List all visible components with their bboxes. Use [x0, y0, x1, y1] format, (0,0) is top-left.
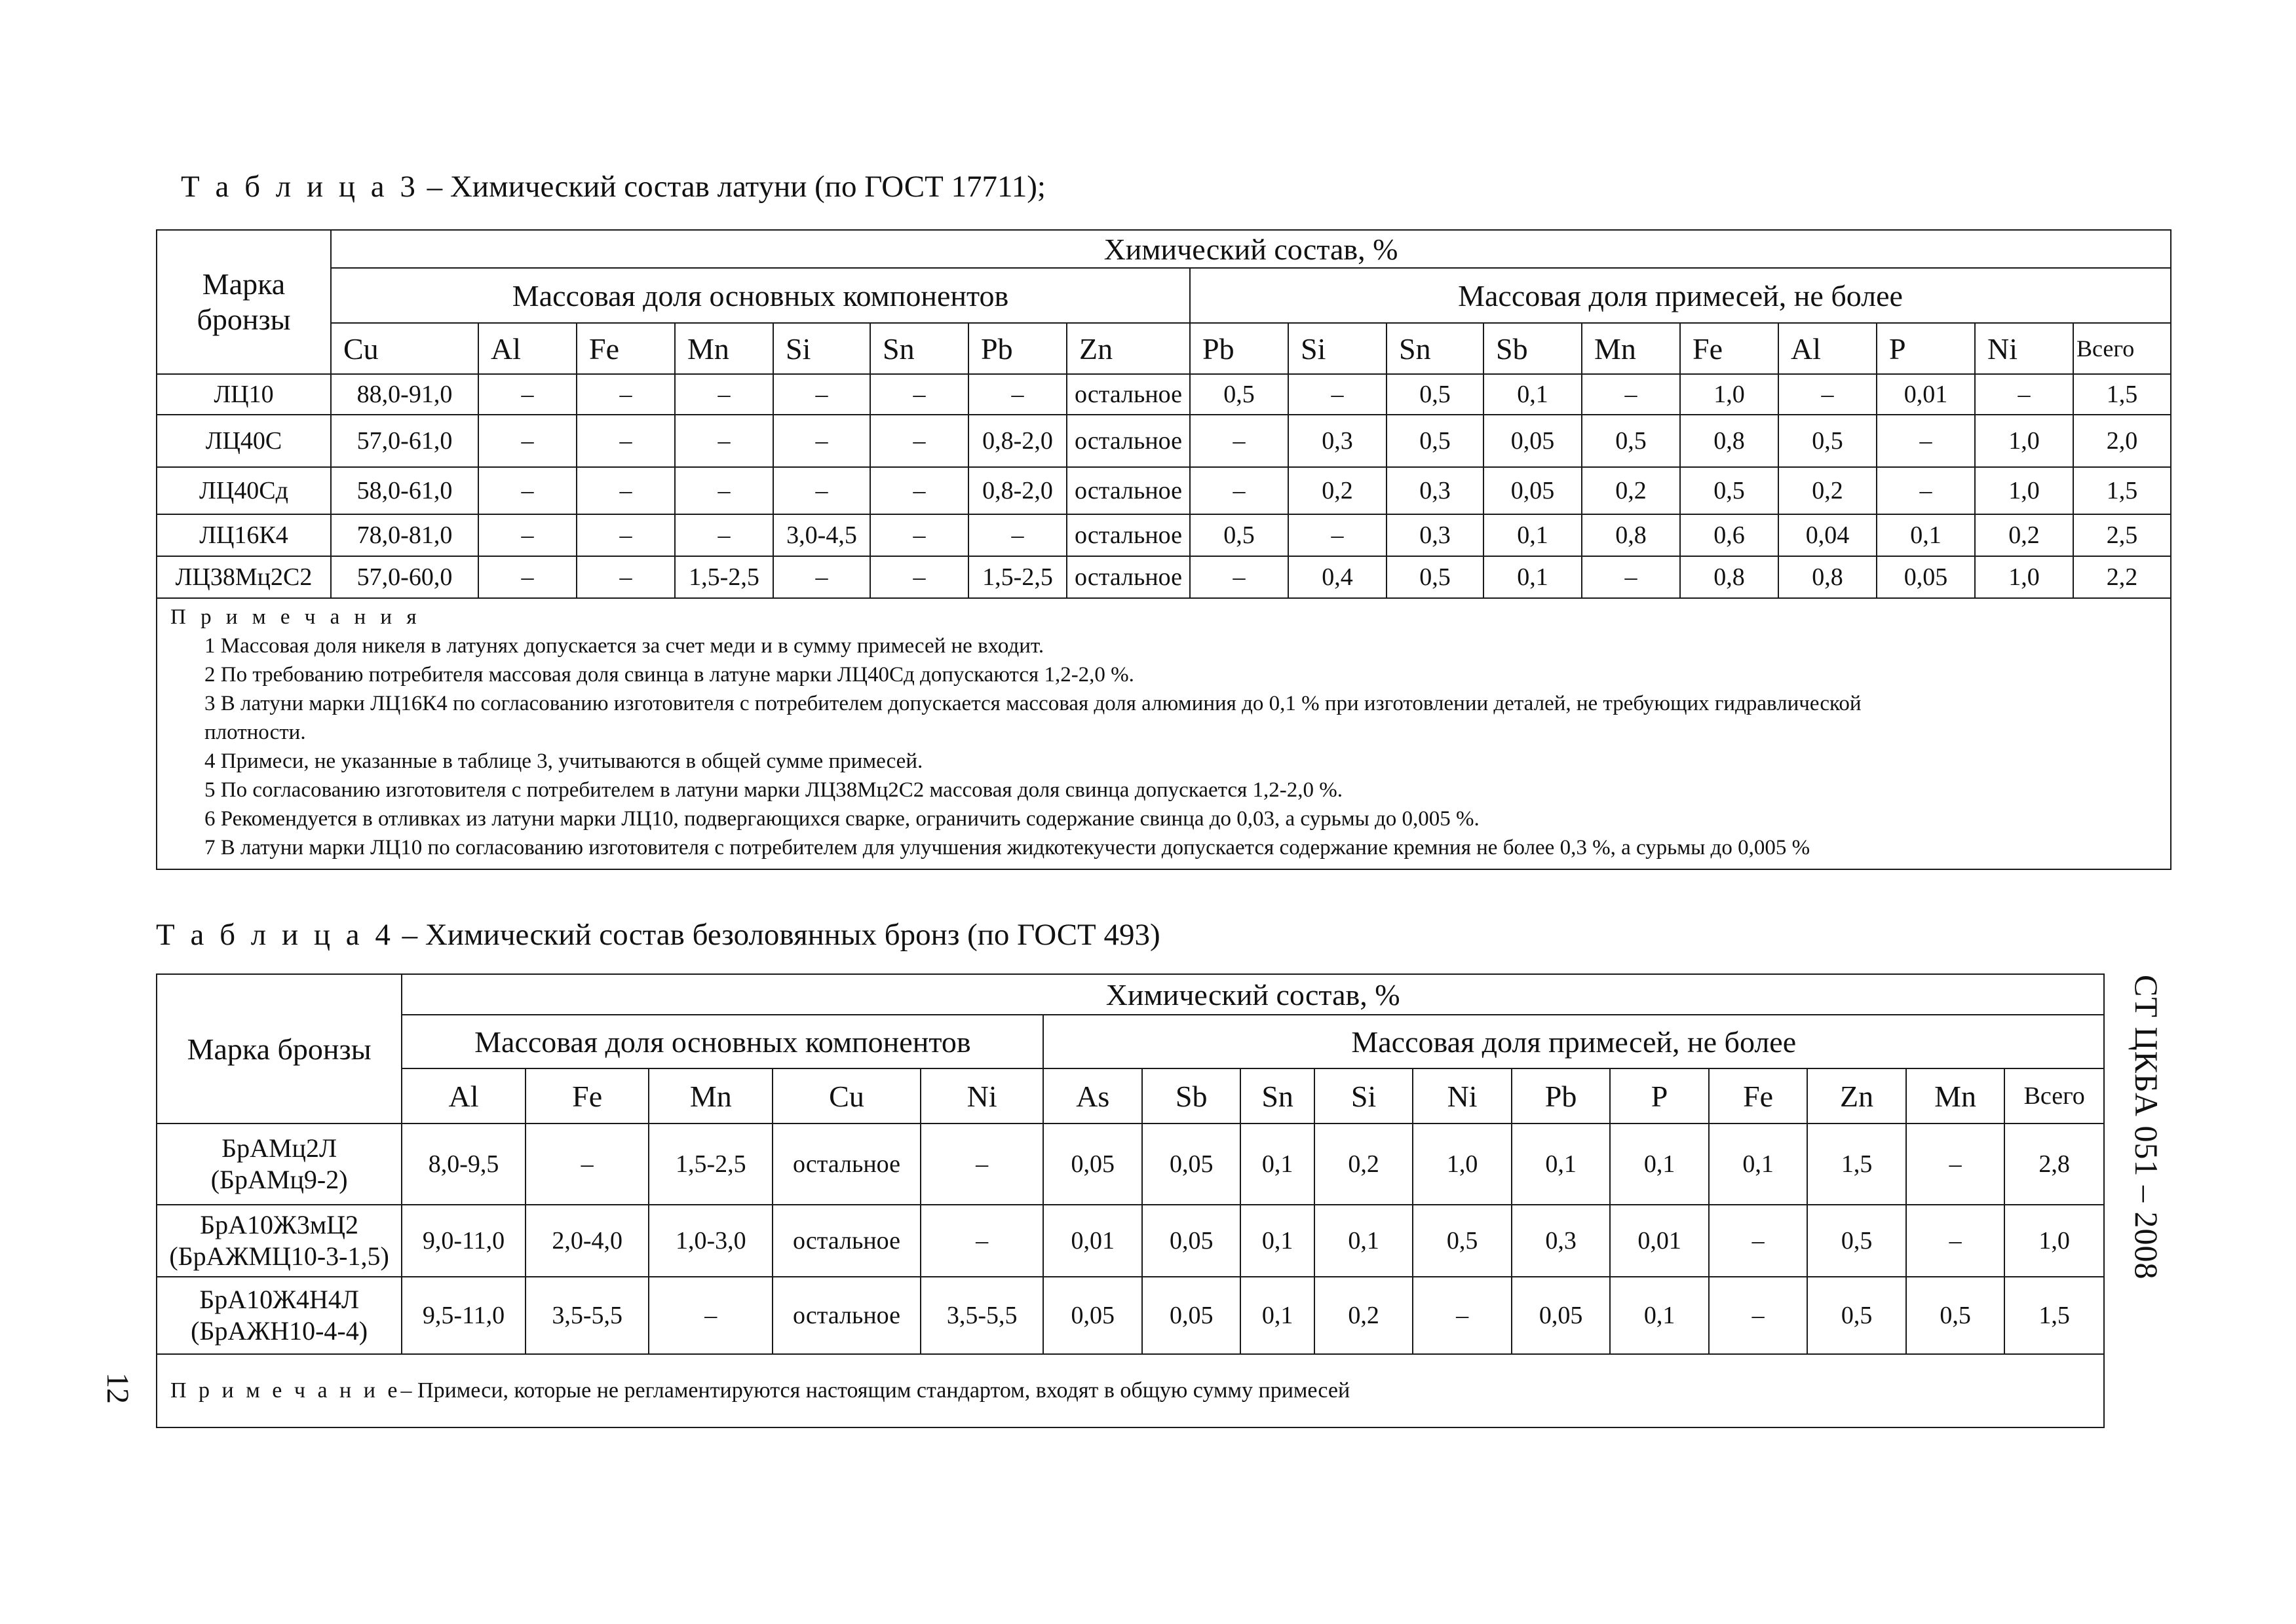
t3-col-imp-2: Sn — [1387, 323, 1483, 374]
t4-cell: 3,5-5,5 — [526, 1277, 649, 1354]
t3-note-7: 6 Рекомендуется в отливках из латуни марки ЛЦ10, подвергающихся сварке, ограничить содержание свинца до 0,03, а сурьмы до 0,005 %. — [204, 807, 1480, 831]
t4-cell: – — [526, 1124, 649, 1205]
t4-cell: 3,5-5,5 — [921, 1277, 1044, 1354]
t3-cell: 0,5 — [1778, 415, 1877, 467]
t3-cell: 0,2 — [1778, 467, 1877, 514]
t3-row-mark: ЛЦ10 — [157, 374, 331, 415]
t4-cell: – — [1709, 1277, 1808, 1354]
t3-cell: – — [675, 374, 773, 415]
t3-cell: – — [870, 415, 968, 467]
t3-cell: – — [870, 556, 968, 598]
t3-col-imp-7: P — [1877, 323, 1975, 374]
t4-cell: остальное — [773, 1205, 921, 1277]
t3-cell: 3,0-4,5 — [773, 514, 870, 556]
t3-cell: 0,4 — [1288, 556, 1387, 598]
t3-cell: 0,5 — [1680, 467, 1778, 514]
t3-cell: – — [1877, 467, 1975, 514]
t4-row — [157, 1205, 2104, 1277]
t3-col-main-5: Sn — [870, 323, 968, 374]
t3-col-imp-9: Всего — [2073, 323, 2171, 374]
t4-cell: 0,05 — [1142, 1277, 1241, 1354]
t3-cell: 0,1 — [1483, 374, 1582, 415]
t3-cell: 0,5 — [1190, 374, 1288, 415]
t3-row-mark: ЛЦ16К4 — [157, 514, 331, 556]
t3-cell: – — [675, 467, 773, 514]
t3-cell: 0,3 — [1387, 467, 1483, 514]
t3-cell: остальное — [1067, 467, 1190, 514]
t4-cell: 8,0-9,5 — [402, 1124, 526, 1205]
t3-cell: – — [577, 556, 675, 598]
t3-row-mark: ЛЦ38Мц2С2 — [157, 556, 331, 598]
t3-col-main-6: Pb — [968, 323, 1067, 374]
t4-row — [157, 1277, 2104, 1354]
t3-cell: 58,0-61,0 — [331, 467, 478, 514]
t3-cell: 0,3 — [1387, 514, 1483, 556]
t3-row — [157, 374, 2171, 415]
t3-impurity-header: Массовая доля примесей, не более — [1190, 268, 2171, 323]
t4-cell: 1,0 — [2004, 1205, 2104, 1277]
t3-cell: 0,5 — [1387, 415, 1483, 467]
t4-row-mark-name: БрА10Ж3мЦ2 — [200, 1210, 359, 1239]
t4-row — [157, 1124, 2104, 1205]
t3-cell: 0,5 — [1190, 514, 1288, 556]
t3-cell: – — [1190, 556, 1288, 598]
t3-cell: 0,8 — [1680, 556, 1778, 598]
t3-cell: 0,8 — [1582, 514, 1680, 556]
table4-caption-label: Т а б л и ц а 4 — [156, 918, 394, 952]
t4-cell: 0,01 — [1043, 1205, 1142, 1277]
t3-cell: – — [478, 556, 577, 598]
t4-row-mark-alt: (БрАМц9-2) — [210, 1165, 348, 1194]
t3-cell: 0,05 — [1483, 467, 1582, 514]
t3-cell: 0,5 — [1387, 374, 1483, 415]
t3-cell: 2,2 — [2073, 556, 2171, 598]
t4-cell: 1,5 — [1807, 1124, 1906, 1205]
t3-cell: 0,8 — [1680, 415, 1778, 467]
t3-row — [157, 415, 2171, 467]
t4-cell: 1,0-3,0 — [649, 1205, 773, 1277]
t3-cell: – — [968, 514, 1067, 556]
t3-note-4: плотности. — [204, 721, 306, 744]
t3-cell: 1,5 — [2073, 374, 2171, 415]
t3-row-mark: ЛЦ40С — [157, 415, 331, 467]
t3-col-main-4: Si — [773, 323, 870, 374]
table4-bronze-composition — [156, 973, 2105, 1428]
t3-cell: 0,8 — [1778, 556, 1877, 598]
t4-cell: 0,3 — [1512, 1205, 1611, 1277]
t4-row-mark-name: БрА10Ж4Н4Л — [199, 1285, 359, 1314]
table4-caption — [156, 917, 1160, 953]
t3-cell: 0,8-2,0 — [968, 415, 1067, 467]
t3-cell: – — [675, 514, 773, 556]
t3-cell: 0,01 — [1877, 374, 1975, 415]
t3-cell: – — [1582, 374, 1680, 415]
t4-row-mark — [157, 1277, 402, 1354]
t4-cell: 0,1 — [1240, 1124, 1314, 1205]
t3-cell: – — [478, 514, 577, 556]
t3-col-imp-1: Si — [1288, 323, 1387, 374]
t3-cell: 78,0-81,0 — [331, 514, 478, 556]
t3-cell: – — [773, 374, 870, 415]
t3-col-main-2: Fe — [577, 323, 675, 374]
t3-col-main-1: Al — [478, 323, 577, 374]
t4-col-imp-2: Sn — [1240, 1068, 1314, 1124]
t3-cell: – — [1582, 556, 1680, 598]
table3-caption-label: Т а б л и ц а 3 — [181, 170, 419, 204]
t3-cell: – — [1975, 374, 2073, 415]
t4-col-main-2: Mn — [649, 1068, 773, 1124]
t4-cell: – — [1709, 1205, 1808, 1277]
t3-cell: – — [478, 374, 577, 415]
t4-cell: 0,5 — [1906, 1277, 2005, 1354]
t3-col-imp-6: Al — [1778, 323, 1877, 374]
t3-cell: остальное — [1067, 374, 1190, 415]
t3-cell: 1,5-2,5 — [675, 556, 773, 598]
t4-col-imp-5: Pb — [1512, 1068, 1611, 1124]
t4-col-imp-7: Fe — [1709, 1068, 1808, 1124]
t3-notes-title: П р и м е ч а н и я — [170, 605, 421, 629]
t3-cell: 1,0 — [1975, 415, 2073, 467]
t3-cell: 1,5 — [2073, 467, 2171, 514]
t3-cell: – — [1190, 467, 1288, 514]
t4-col-imp-9: Mn — [1906, 1068, 2005, 1124]
page-number: 12 — [100, 1372, 135, 1404]
t4-row-mark — [157, 1205, 402, 1277]
t3-note-6: 5 По согласованию изготовителя с потребителем в латуни марки ЛЦ38Мц2С2 массовая доля свинца допускается 1,2-2,0 %. — [204, 778, 1343, 802]
t3-cell: 57,0-61,0 — [331, 415, 478, 467]
table3-caption-text: – Химический состав латуни (по ГОСТ 17711); — [427, 170, 1046, 204]
t3-cell: – — [577, 467, 675, 514]
t4-cell: – — [1906, 1205, 2005, 1277]
t3-cell: остальное — [1067, 415, 1190, 467]
t3-cell: 0,6 — [1680, 514, 1778, 556]
t3-note-1: 1 Массовая доля никеля в латунях допускается за счет меди и в сумму примесей не входит. — [204, 634, 1044, 658]
t3-col-imp-3: Sb — [1483, 323, 1582, 374]
t3-cell: 0,04 — [1778, 514, 1877, 556]
t4-cell: 1,0 — [1413, 1124, 1512, 1205]
t3-row — [157, 514, 2171, 556]
t3-cell: 0,05 — [1483, 415, 1582, 467]
t3-cell: 0,1 — [1877, 514, 1975, 556]
t3-col-main-3: Mn — [675, 323, 773, 374]
t4-cell: – — [1413, 1277, 1512, 1354]
t3-cell: 0,5 — [1387, 556, 1483, 598]
t3-note-8: 7 В латуни марки ЛЦ10 по согласованию изготовителя с потребителем для улучшения жидкотекучести допускается содержание кремния не более 0,3 %, а сурьмы до 0,005 % — [204, 836, 1810, 859]
t4-cell: 0,05 — [1512, 1277, 1611, 1354]
t3-cell: – — [1288, 514, 1387, 556]
t3-cell: 1,0 — [1680, 374, 1778, 415]
t4-note — [157, 1354, 2104, 1427]
t4-cell: 0,1 — [1314, 1205, 1413, 1277]
t4-cell: 0,1 — [1240, 1205, 1314, 1277]
t4-col-imp-3: Si — [1314, 1068, 1413, 1124]
t4-row-mark-alt: (БрАЖН10-4-4) — [191, 1316, 368, 1346]
t4-cell: 0,05 — [1142, 1205, 1241, 1277]
t3-cell: – — [773, 467, 870, 514]
t3-cell: 0,3 — [1288, 415, 1387, 467]
t3-cell: 57,0-60,0 — [331, 556, 478, 598]
t3-row — [157, 556, 2171, 598]
t4-note-label: П р и м е ч а н и е — [170, 1378, 401, 1403]
t3-cell: – — [577, 415, 675, 467]
t4-cell: 2,8 — [2004, 1124, 2104, 1205]
t4-cell: 1,5-2,5 — [649, 1124, 773, 1205]
t3-cell: – — [478, 415, 577, 467]
t4-col-imp-8: Zn — [1807, 1068, 1906, 1124]
t3-cell: 0,2 — [1288, 467, 1387, 514]
t4-impurity-header: Массовая доля примесей, не более — [1043, 1015, 2104, 1068]
t3-cell: – — [870, 374, 968, 415]
t4-cell: 9,5-11,0 — [402, 1277, 526, 1354]
t4-cell: 0,2 — [1314, 1124, 1413, 1205]
t4-col-imp-10: Всего — [2004, 1068, 2104, 1124]
t3-col-imp-5: Fe — [1680, 323, 1778, 374]
t3-cell: – — [968, 374, 1067, 415]
t3-cell: – — [577, 514, 675, 556]
t3-cell: 1,5-2,5 — [968, 556, 1067, 598]
t4-cell: 0,5 — [1413, 1205, 1512, 1277]
t3-cell: – — [870, 514, 968, 556]
t4-cell: 0,01 — [1610, 1205, 1709, 1277]
t4-row-mark-name: БрАМц2Л — [221, 1133, 337, 1163]
t4-col-main-0: Al — [402, 1068, 526, 1124]
t4-cell: 2,0-4,0 — [526, 1205, 649, 1277]
t4-cell: 0,05 — [1043, 1277, 1142, 1354]
t4-cell: 9,0-11,0 — [402, 1205, 526, 1277]
t3-cell: остальное — [1067, 556, 1190, 598]
t4-cell: 0,05 — [1142, 1124, 1241, 1205]
t3-cell: 2,0 — [2073, 415, 2171, 467]
t3-cell: – — [577, 374, 675, 415]
t4-cell: – — [921, 1124, 1044, 1205]
t3-main-header: Массовая доля основных компонентов — [331, 268, 1190, 323]
t4-col-main-4: Ni — [921, 1068, 1044, 1124]
t3-cell: – — [1877, 415, 1975, 467]
t3-cell: 0,2 — [1582, 467, 1680, 514]
t4-col-imp-0: As — [1043, 1068, 1142, 1124]
t3-cell: 88,0-91,0 — [331, 374, 478, 415]
t3-cell: – — [1190, 415, 1288, 467]
t3-cell: – — [675, 415, 773, 467]
t4-cell: 0,05 — [1043, 1124, 1142, 1205]
t3-cell: 0,05 — [1877, 556, 1975, 598]
t3-cell: 0,1 — [1483, 514, 1582, 556]
table4-caption-text: – Химический состав безоловянных бронз (по ГОСТ 493) — [402, 918, 1160, 952]
t4-cell: 1,5 — [2004, 1277, 2104, 1354]
t4-cell: 0,1 — [1610, 1124, 1709, 1205]
t4-cell: 0,2 — [1314, 1277, 1413, 1354]
t4-cell: – — [649, 1277, 773, 1354]
t4-cell: 0,1 — [1512, 1124, 1611, 1205]
t4-cell: остальное — [773, 1124, 921, 1205]
t4-col-main-1: Fe — [526, 1068, 649, 1124]
t3-cell: 0,8-2,0 — [968, 467, 1067, 514]
t3-col-main-0: Cu — [331, 323, 478, 374]
t4-col-main-3: Cu — [773, 1068, 921, 1124]
t4-cell: 0,1 — [1709, 1124, 1808, 1205]
t3-note-2: 2 По требованию потребителя массовая доля свинца в латуне марки ЛЦ40Сд допускаются 1,2-2,0 %. — [204, 663, 1134, 687]
t3-cell: 0,2 — [1975, 514, 2073, 556]
t4-col-imp-4: Ni — [1413, 1068, 1512, 1124]
t3-cell: – — [1288, 374, 1387, 415]
t3-col-main-7: Zn — [1067, 323, 1190, 374]
t3-notes — [157, 598, 2171, 869]
t4-chem-header: Химический состав, % — [402, 974, 2104, 1015]
t3-row-mark: ЛЦ40Сд — [157, 467, 331, 514]
t4-cell: – — [1906, 1124, 2005, 1205]
t4-cell: 0,1 — [1610, 1277, 1709, 1354]
t3-cell: – — [1778, 374, 1877, 415]
t4-main-header: Массовая доля основных компонентов — [402, 1015, 1043, 1068]
t3-cell: 0,1 — [1483, 556, 1582, 598]
t4-note-text: – Примеси, которые не регламентируются настоящим стандартом, входят в общую сумму примесей — [400, 1378, 1350, 1403]
t3-mark-header: Марка бронзы — [157, 230, 331, 374]
t4-cell: 0,5 — [1807, 1205, 1906, 1277]
table3-brass-composition — [156, 229, 2172, 870]
t3-cell: 1,0 — [1975, 556, 2073, 598]
t4-col-imp-1: Sb — [1142, 1068, 1241, 1124]
t3-chem-header: Химический состав, % — [331, 230, 2171, 268]
t3-note-5: 4 Примеси, не указанные в таблице 3, учитываются в общей сумме примесей. — [204, 749, 923, 773]
t3-note-3: 3 В латуни марки ЛЦ16К4 по согласованию изготовителя с потребителем допускается массовая доля алюминия до 0,1 % при изготовлении деталей, не требующих гидравлической — [204, 692, 1862, 715]
t4-cell: – — [921, 1205, 1044, 1277]
t3-cell: 1,0 — [1975, 467, 2073, 514]
t3-cell: 2,5 — [2073, 514, 2171, 556]
t3-row — [157, 467, 2171, 514]
t3-cell: – — [870, 467, 968, 514]
t4-row-mark — [157, 1124, 402, 1205]
t3-cell: остальное — [1067, 514, 1190, 556]
t3-cell: – — [478, 467, 577, 514]
t4-cell: остальное — [773, 1277, 921, 1354]
document-code: СТ ЦКБА 051 – 2008 — [2128, 975, 2165, 1280]
t4-mark-header: Марка бронзы — [157, 974, 402, 1124]
t3-cell: 0,5 — [1582, 415, 1680, 467]
t3-cell: – — [773, 415, 870, 467]
t3-col-imp-0: Pb — [1190, 323, 1288, 374]
t3-cell: – — [773, 556, 870, 598]
t4-cell: 0,5 — [1807, 1277, 1906, 1354]
table3-caption — [181, 169, 1046, 204]
t4-cell: 0,1 — [1240, 1277, 1314, 1354]
t3-col-imp-4: Mn — [1582, 323, 1680, 374]
t4-col-imp-6: P — [1610, 1068, 1709, 1124]
t4-row-mark-alt: (БрАЖМЦ10-3-1,5) — [169, 1241, 389, 1271]
t3-col-imp-8: Ni — [1975, 323, 2073, 374]
